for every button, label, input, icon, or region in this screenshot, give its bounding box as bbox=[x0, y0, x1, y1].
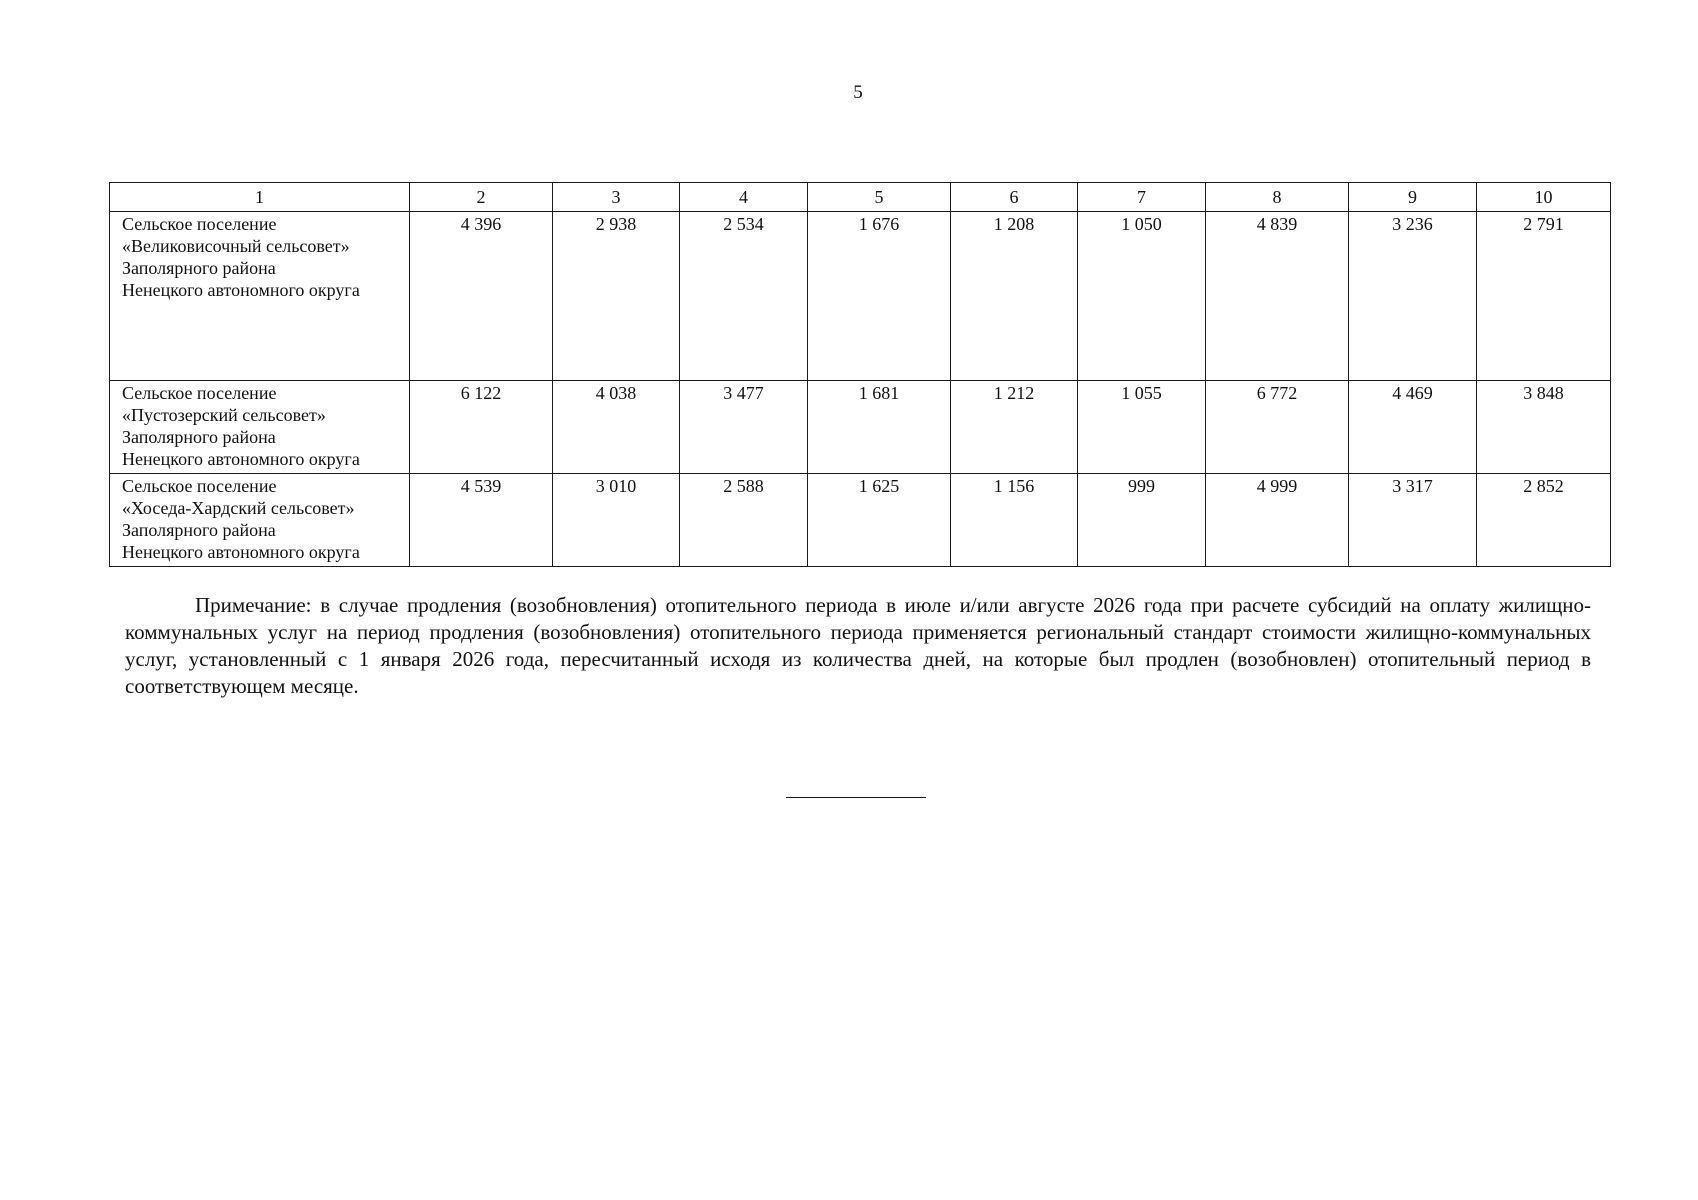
value-cell: 6 772 bbox=[1206, 381, 1349, 474]
value-cell: 999 bbox=[1078, 474, 1206, 567]
table-header-row bbox=[110, 183, 1611, 212]
column-number: 3 bbox=[553, 183, 680, 212]
value-cell: 4 839 bbox=[1206, 212, 1349, 381]
value-cell: 4 469 bbox=[1349, 381, 1477, 474]
table-row bbox=[110, 474, 1611, 567]
settlement-name-cell bbox=[110, 381, 410, 474]
settlement-name-line: Сельское поселение bbox=[122, 383, 277, 403]
settlement-name-line: «Хоседа-Хардский сельсовет» bbox=[122, 498, 355, 518]
value-cell: 6 122 bbox=[410, 381, 553, 474]
settlement-name-line: Сельское поселение bbox=[122, 476, 277, 496]
settlement-name-line: Ненецкого автономного округа bbox=[122, 280, 360, 300]
value-cell: 1 208 bbox=[951, 212, 1078, 381]
column-number: 4 bbox=[680, 183, 808, 212]
settlement-name-cell bbox=[110, 212, 410, 381]
subsidy-table bbox=[109, 182, 1611, 567]
settlement-name-line: Заполярного района bbox=[122, 427, 276, 447]
settlement-name-line: Ненецкого автономного округа bbox=[122, 542, 360, 562]
value-cell: 1 625 bbox=[808, 474, 951, 567]
column-number: 8 bbox=[1206, 183, 1349, 212]
settlement-name-line: «Пустозерский сельсовет» bbox=[122, 405, 326, 425]
value-cell: 1 676 bbox=[808, 212, 951, 381]
value-cell: 3 317 bbox=[1349, 474, 1477, 567]
column-number: 10 bbox=[1477, 183, 1611, 212]
value-cell: 3 848 bbox=[1477, 381, 1611, 474]
value-cell: 1 212 bbox=[951, 381, 1078, 474]
value-cell: 1 050 bbox=[1078, 212, 1206, 381]
value-cell: 1 055 bbox=[1078, 381, 1206, 474]
value-cell: 4 396 bbox=[410, 212, 553, 381]
value-cell: 2 534 bbox=[680, 212, 808, 381]
settlement-name-line: Заполярного района bbox=[122, 520, 276, 540]
column-number: 2 bbox=[410, 183, 553, 212]
column-number: 5 bbox=[808, 183, 951, 212]
value-cell: 4 999 bbox=[1206, 474, 1349, 567]
value-cell: 4 539 bbox=[410, 474, 553, 567]
settlement-name-line: Ненецкого автономного округа bbox=[122, 449, 360, 469]
page-number: 5 bbox=[853, 82, 863, 103]
value-cell: 2 852 bbox=[1477, 474, 1611, 567]
settlement-name-line: «Великовисочный сельсовет» bbox=[122, 236, 350, 256]
end-divider bbox=[786, 797, 926, 798]
value-cell: 3 236 bbox=[1349, 212, 1477, 381]
value-cell: 2 791 bbox=[1477, 212, 1611, 381]
value-cell: 2 938 bbox=[553, 212, 680, 381]
column-number: 7 bbox=[1078, 183, 1206, 212]
table-row bbox=[110, 381, 1611, 474]
settlement-name-cell bbox=[110, 474, 410, 567]
value-cell: 4 038 bbox=[553, 381, 680, 474]
value-cell: 1 156 bbox=[951, 474, 1078, 567]
column-number: 1 bbox=[110, 183, 410, 212]
settlement-name-line: Сельское поселение bbox=[122, 214, 277, 234]
settlement-name-line: Заполярного района bbox=[122, 258, 276, 278]
column-number: 9 bbox=[1349, 183, 1477, 212]
value-cell: 1 681 bbox=[808, 381, 951, 474]
column-number: 6 bbox=[951, 183, 1078, 212]
value-cell: 3 010 bbox=[553, 474, 680, 567]
value-cell: 3 477 bbox=[680, 381, 808, 474]
table-row bbox=[110, 212, 1611, 381]
note-paragraph: Примечание: в случае продления (возобновления) отопительного периода в июле и/или августе 2026 года при расчете субсидий на оплату жилищно-коммунальных услуг на период продления (возобновления) отопительного периода применяется региональный стандарт стоимости жилищно-коммунальных услуг, установленный с 1 января 2026 года, пересчитанный исходя из количества дней, на которые был продлен (возобновлен) отопительный период в соответствующем месяце. bbox=[125, 593, 1591, 698]
value-cell: 2 588 bbox=[680, 474, 808, 567]
